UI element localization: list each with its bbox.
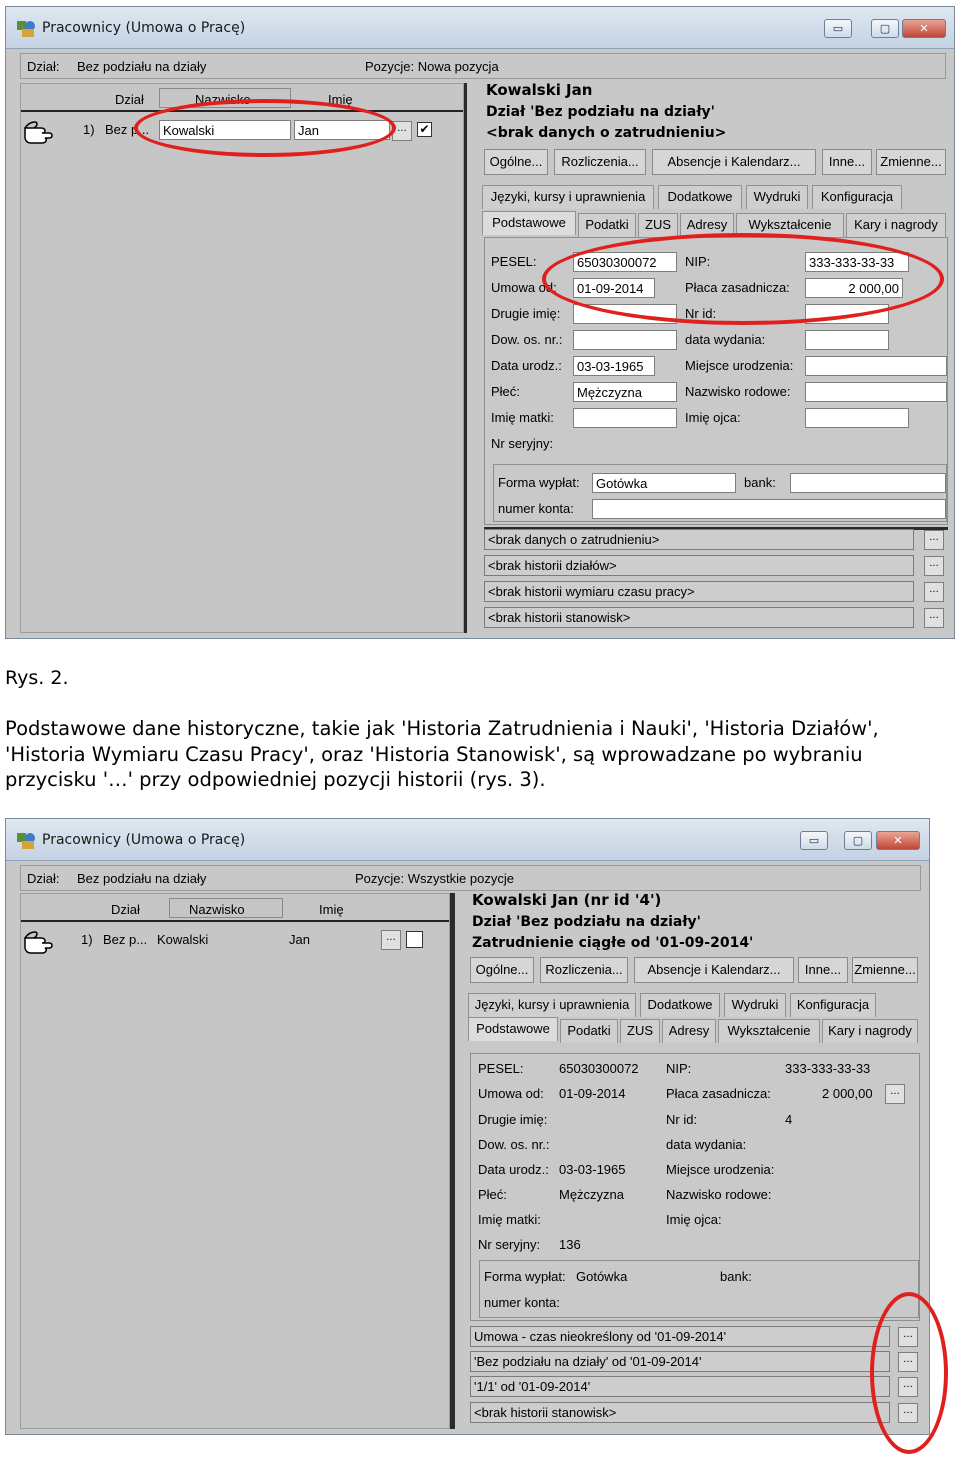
tab-languages[interactable]: Języki, kursy i uprawnienia <box>468 993 636 1017</box>
payment-form-select[interactable]: Gotówka <box>592 473 736 493</box>
tab-penalties-rewards[interactable]: Kary i nagrody <box>822 1019 918 1043</box>
row-imie[interactable]: Jan <box>289 932 310 947</box>
position-history: <brak historii stanowisk> <box>470 1402 890 1423</box>
highlight-ellipse-history-buttons <box>870 1292 948 1454</box>
birth-place-input[interactable] <box>805 356 947 376</box>
nip-label: NIP: <box>685 254 711 269</box>
figure-caption: Rys. 2. <box>5 667 69 689</box>
row-ellipsis-button[interactable]: ... <box>381 930 401 950</box>
department-history: 'Bez podziału na działy' od '01-09-2014' <box>470 1351 890 1372</box>
birth-date-input[interactable]: 03-03-1965 <box>573 356 655 376</box>
panel-splitter[interactable] <box>450 893 455 1429</box>
contract-from-input[interactable]: 01-09-2014 <box>573 278 655 298</box>
column-header-dzial[interactable]: Dział <box>115 92 144 107</box>
other-button[interactable]: Inne... <box>822 149 872 175</box>
pointing-hand-icon <box>23 118 55 144</box>
employment-history: <brak danych o zatrudnieniu> <box>484 529 914 550</box>
maximize-button[interactable]: ▢ <box>871 19 899 38</box>
tab-languages[interactable]: Języki, kursy i uprawnienia <box>482 185 654 209</box>
general-button[interactable]: Ogólne... <box>484 149 548 175</box>
employee-dept: Dział 'Bez podziału na działy' <box>472 914 701 930</box>
base-salary-input[interactable]: 2 000,00 <box>805 278 903 298</box>
tab-education[interactable]: Wykształcenie <box>736 213 844 237</box>
nip-input[interactable]: 333-333-33-33 <box>805 252 909 272</box>
tab-zus[interactable]: ZUS <box>638 213 678 237</box>
pesel-label: PESEL: <box>491 254 537 269</box>
title-bar[interactable] <box>6 7 954 49</box>
description-paragraph: Podstawowe dane historyczne, takie jak 'Historia Zatrudnienia i Nauki', 'Historia Działów', 'Historia Wymiaru Czasu Pracy', oraz 'Historia Stanowisk', są wprowadzane po wybraniu przycisku '…' przy odpowiedniej pozycji historii (rys. 3). <box>5 717 879 791</box>
id-card-input[interactable] <box>573 330 677 350</box>
column-header-imie[interactable]: Imię <box>328 92 353 107</box>
base-salary-value: 2 000,00 <box>822 1086 873 1101</box>
department-history-button[interactable]: ... <box>898 1352 918 1372</box>
contract-from-value: 01-09-2014 <box>559 1086 626 1101</box>
pesel-input[interactable]: 65030300072 <box>573 252 677 272</box>
birth-place-label: Miejsce urodzenia: <box>685 358 794 373</box>
position-history: <brak historii stanowisk> <box>484 607 914 628</box>
tab-basic[interactable]: Podstawowe <box>482 211 576 235</box>
title-bar[interactable] <box>6 819 929 861</box>
employee-name: Kowalski Jan <box>486 81 593 99</box>
payment-box <box>493 464 947 522</box>
row-dzial[interactable]: Bez p... <box>105 122 150 137</box>
salary-ellipsis-button[interactable]: ... <box>885 1084 905 1104</box>
employee-status: <brak danych o zatrudnieniu> <box>486 125 727 141</box>
issue-date-label: data wydania: <box>685 332 766 347</box>
second-name-label: Drugie imię: <box>478 1112 548 1127</box>
tab-taxes[interactable]: Podatki <box>560 1019 618 1043</box>
surname-input[interactable]: Kowalski <box>159 120 291 140</box>
dzial-label: Dział: <box>27 871 60 886</box>
row-checkbox[interactable] <box>406 931 423 948</box>
tab-printouts[interactable]: Wydruki <box>724 993 786 1017</box>
mother-name-input[interactable] <box>573 408 677 428</box>
account-number-label: numer konta: <box>498 501 574 516</box>
dzial-value: Bez podziału na działy <box>77 871 207 886</box>
employment-history-button[interactable]: ... <box>924 530 944 550</box>
id-number-label: Nr id: <box>685 306 717 321</box>
variables-button[interactable]: Zmienne... <box>876 149 946 175</box>
base-salary-label: Płaca zasadnicza: <box>666 1086 771 1101</box>
account-number-label: numer konta: <box>484 1295 560 1310</box>
department-history: <brak historii działów> <box>484 555 914 576</box>
bank-label: bank: <box>720 1269 752 1284</box>
nip-label: NIP: <box>666 1061 692 1076</box>
settlements-button[interactable]: Rozliczenia... <box>554 149 646 175</box>
id-number-value: 4 <box>785 1112 793 1127</box>
father-name-label: Imię ojca: <box>685 410 741 425</box>
employment-history: Umowa - czas nieokreślony od '01-09-2014' <box>470 1326 890 1347</box>
close-button[interactable]: ✕ <box>876 831 920 850</box>
issue-date-input[interactable] <box>805 330 889 350</box>
worktime-history: <brak historii wymiaru czasu pracy> <box>484 581 914 602</box>
window-title: Pracownicy (Umowa o Pracę) <box>42 832 246 848</box>
payment-form-label: Forma wypłat: <box>498 475 580 490</box>
contract-from-label: Umowa od: <box>491 280 557 295</box>
column-header-dzial[interactable]: Dział <box>111 902 140 917</box>
employees-window-all <box>5 818 930 1435</box>
serial-number-value: 136 <box>559 1237 581 1252</box>
absences-calendar-button[interactable]: Absencje i Kalendarz... <box>652 149 816 175</box>
column-header-nazwisko[interactable]: Nazwisko <box>195 92 251 107</box>
maiden-name-label: Nazwisko rodowe: <box>666 1187 772 1202</box>
pointing-hand-icon <box>23 928 55 954</box>
maiden-name-input[interactable] <box>805 382 947 402</box>
row-ellipsis-button[interactable]: ... <box>392 121 412 141</box>
row-checkbox[interactable]: ✔ <box>417 122 432 137</box>
id-card-label: Dow. os. nr.: <box>491 332 563 347</box>
tab-configuration[interactable]: Konfiguracja <box>790 993 876 1017</box>
sex-label: Płeć: <box>491 384 520 399</box>
row-nazwisko[interactable]: Kowalski <box>157 932 209 947</box>
pesel-label: PESEL: <box>478 1061 524 1076</box>
payment-form-value: Gotówka <box>576 1269 628 1284</box>
worktime-history-button[interactable]: ... <box>898 1377 918 1397</box>
mother-name-label: Imię matki: <box>478 1212 541 1227</box>
serial-number-label: Nr seryjny: <box>478 1237 541 1252</box>
employee-list-panel <box>20 893 450 1429</box>
birth-date-label: Data urodz.: <box>491 358 562 373</box>
employment-history-button[interactable]: ... <box>898 1327 918 1347</box>
pozycje-label: Pozycje: Nowa pozycja <box>365 59 499 74</box>
maximize-button[interactable]: ▢ <box>844 831 872 850</box>
employee-status: Zatrudnienie ciągłe od '01-09-2014' <box>472 935 754 951</box>
birth-date-label: Data urodz.: <box>478 1162 549 1177</box>
contract-from-label: Umowa od: <box>478 1086 544 1101</box>
absences-calendar-button[interactable]: Absencje i Kalendarz... <box>634 957 794 983</box>
minimize-button[interactable]: ▭ <box>800 831 828 850</box>
tab-additional[interactable]: Dodatkowe <box>658 185 742 209</box>
employee-name: Kowalski Jan (nr id '4') <box>472 891 662 909</box>
worktime-history: '1/1' od '01-09-2014' <box>470 1376 890 1397</box>
pozycje-label: Pozycje: Wszystkie pozycje <box>355 871 514 886</box>
father-name-input[interactable] <box>805 408 909 428</box>
tab-configuration[interactable]: Konfiguracja <box>812 185 902 209</box>
first-name-input[interactable]: Jan <box>294 120 390 140</box>
department-history-button[interactable]: ... <box>924 556 944 576</box>
tab-printouts[interactable]: Wydruki <box>746 185 808 209</box>
position-history-button[interactable]: ... <box>898 1403 918 1423</box>
pesel-value: 65030300072 <box>559 1061 639 1076</box>
mother-name-label: Imię matki: <box>491 410 554 425</box>
general-button[interactable]: Ogólne... <box>470 957 534 983</box>
tab-education[interactable]: Wykształcenie <box>718 1019 820 1043</box>
settlements-button[interactable]: Rozliczenia... <box>540 957 628 983</box>
id-card-label: Dow. os. nr.: <box>478 1137 550 1152</box>
tab-taxes[interactable]: Podatki <box>578 213 636 237</box>
variables-button[interactable]: Zmienne... <box>852 957 918 983</box>
minimize-button[interactable]: ▭ <box>824 19 852 38</box>
highlight-ellipse-form <box>542 233 944 325</box>
tab-zus[interactable]: ZUS <box>620 1019 660 1043</box>
sex-value: Mężczyzna <box>559 1187 625 1202</box>
serial-number-label: Nr seryjny: <box>491 436 554 451</box>
other-button[interactable]: Inne... <box>798 957 848 983</box>
highlight-ellipse-name <box>134 99 396 157</box>
employee-dept: Dział 'Bez podziału na działy' <box>486 104 715 120</box>
bank-label: bank: <box>744 475 776 490</box>
row-dzial[interactable]: Bez p... <box>103 932 148 947</box>
id-number-label: Nr id: <box>666 1112 698 1127</box>
position-history-button[interactable]: ... <box>924 608 944 628</box>
sex-label: Płeć: <box>478 1187 507 1202</box>
app-icon <box>16 17 38 39</box>
tab-penalties-rewards[interactable]: Kary i nagrody <box>846 213 946 237</box>
column-header-nazwisko[interactable]: Nazwisko <box>189 902 245 917</box>
employees-window-new <box>5 6 955 639</box>
close-button[interactable]: ✕ <box>902 19 946 38</box>
tab-basic[interactable]: Podstawowe <box>468 1017 558 1041</box>
maiden-name-label: Nazwisko rodowe: <box>685 384 791 399</box>
info-bar <box>20 53 946 79</box>
dzial-label: Dział: <box>27 59 60 74</box>
basic-data-form <box>470 1053 920 1321</box>
account-number-input[interactable] <box>592 499 946 519</box>
dzial-value: Bez podziału na działy <box>77 59 207 74</box>
issue-date-label: data wydania: <box>666 1137 747 1152</box>
row-index: 1) <box>83 122 95 137</box>
window-title: Pracownicy (Umowa o Pracę) <box>42 20 246 36</box>
tab-addresses[interactable]: Adresy <box>680 213 734 237</box>
list-header-divider <box>21 920 449 922</box>
app-icon <box>16 829 38 851</box>
sex-select[interactable]: Mężczyzna <box>573 382 677 402</box>
tab-addresses[interactable]: Adresy <box>662 1019 716 1043</box>
column-header-imie[interactable]: Imię <box>319 902 344 917</box>
payment-box <box>479 1260 919 1318</box>
second-name-label: Drugie imię: <box>491 306 561 321</box>
nip-value: 333-333-33-33 <box>785 1061 871 1076</box>
father-name-label: Imię ojca: <box>666 1212 722 1227</box>
base-salary-label: Płaca zasadnicza: <box>685 280 790 295</box>
birth-place-label: Miejsce urodzenia: <box>666 1162 775 1177</box>
info-bar <box>20 865 921 891</box>
worktime-history-button[interactable]: ... <box>924 582 944 602</box>
tab-additional[interactable]: Dodatkowe <box>640 993 720 1017</box>
birth-date-value: 03-03-1965 <box>559 1162 626 1177</box>
bank-input[interactable] <box>790 473 946 493</box>
employee-list-panel <box>20 83 464 633</box>
row-index: 1) <box>81 932 93 947</box>
panel-splitter[interactable] <box>464 83 467 633</box>
payment-form-label: Forma wypłat: <box>484 1269 566 1284</box>
